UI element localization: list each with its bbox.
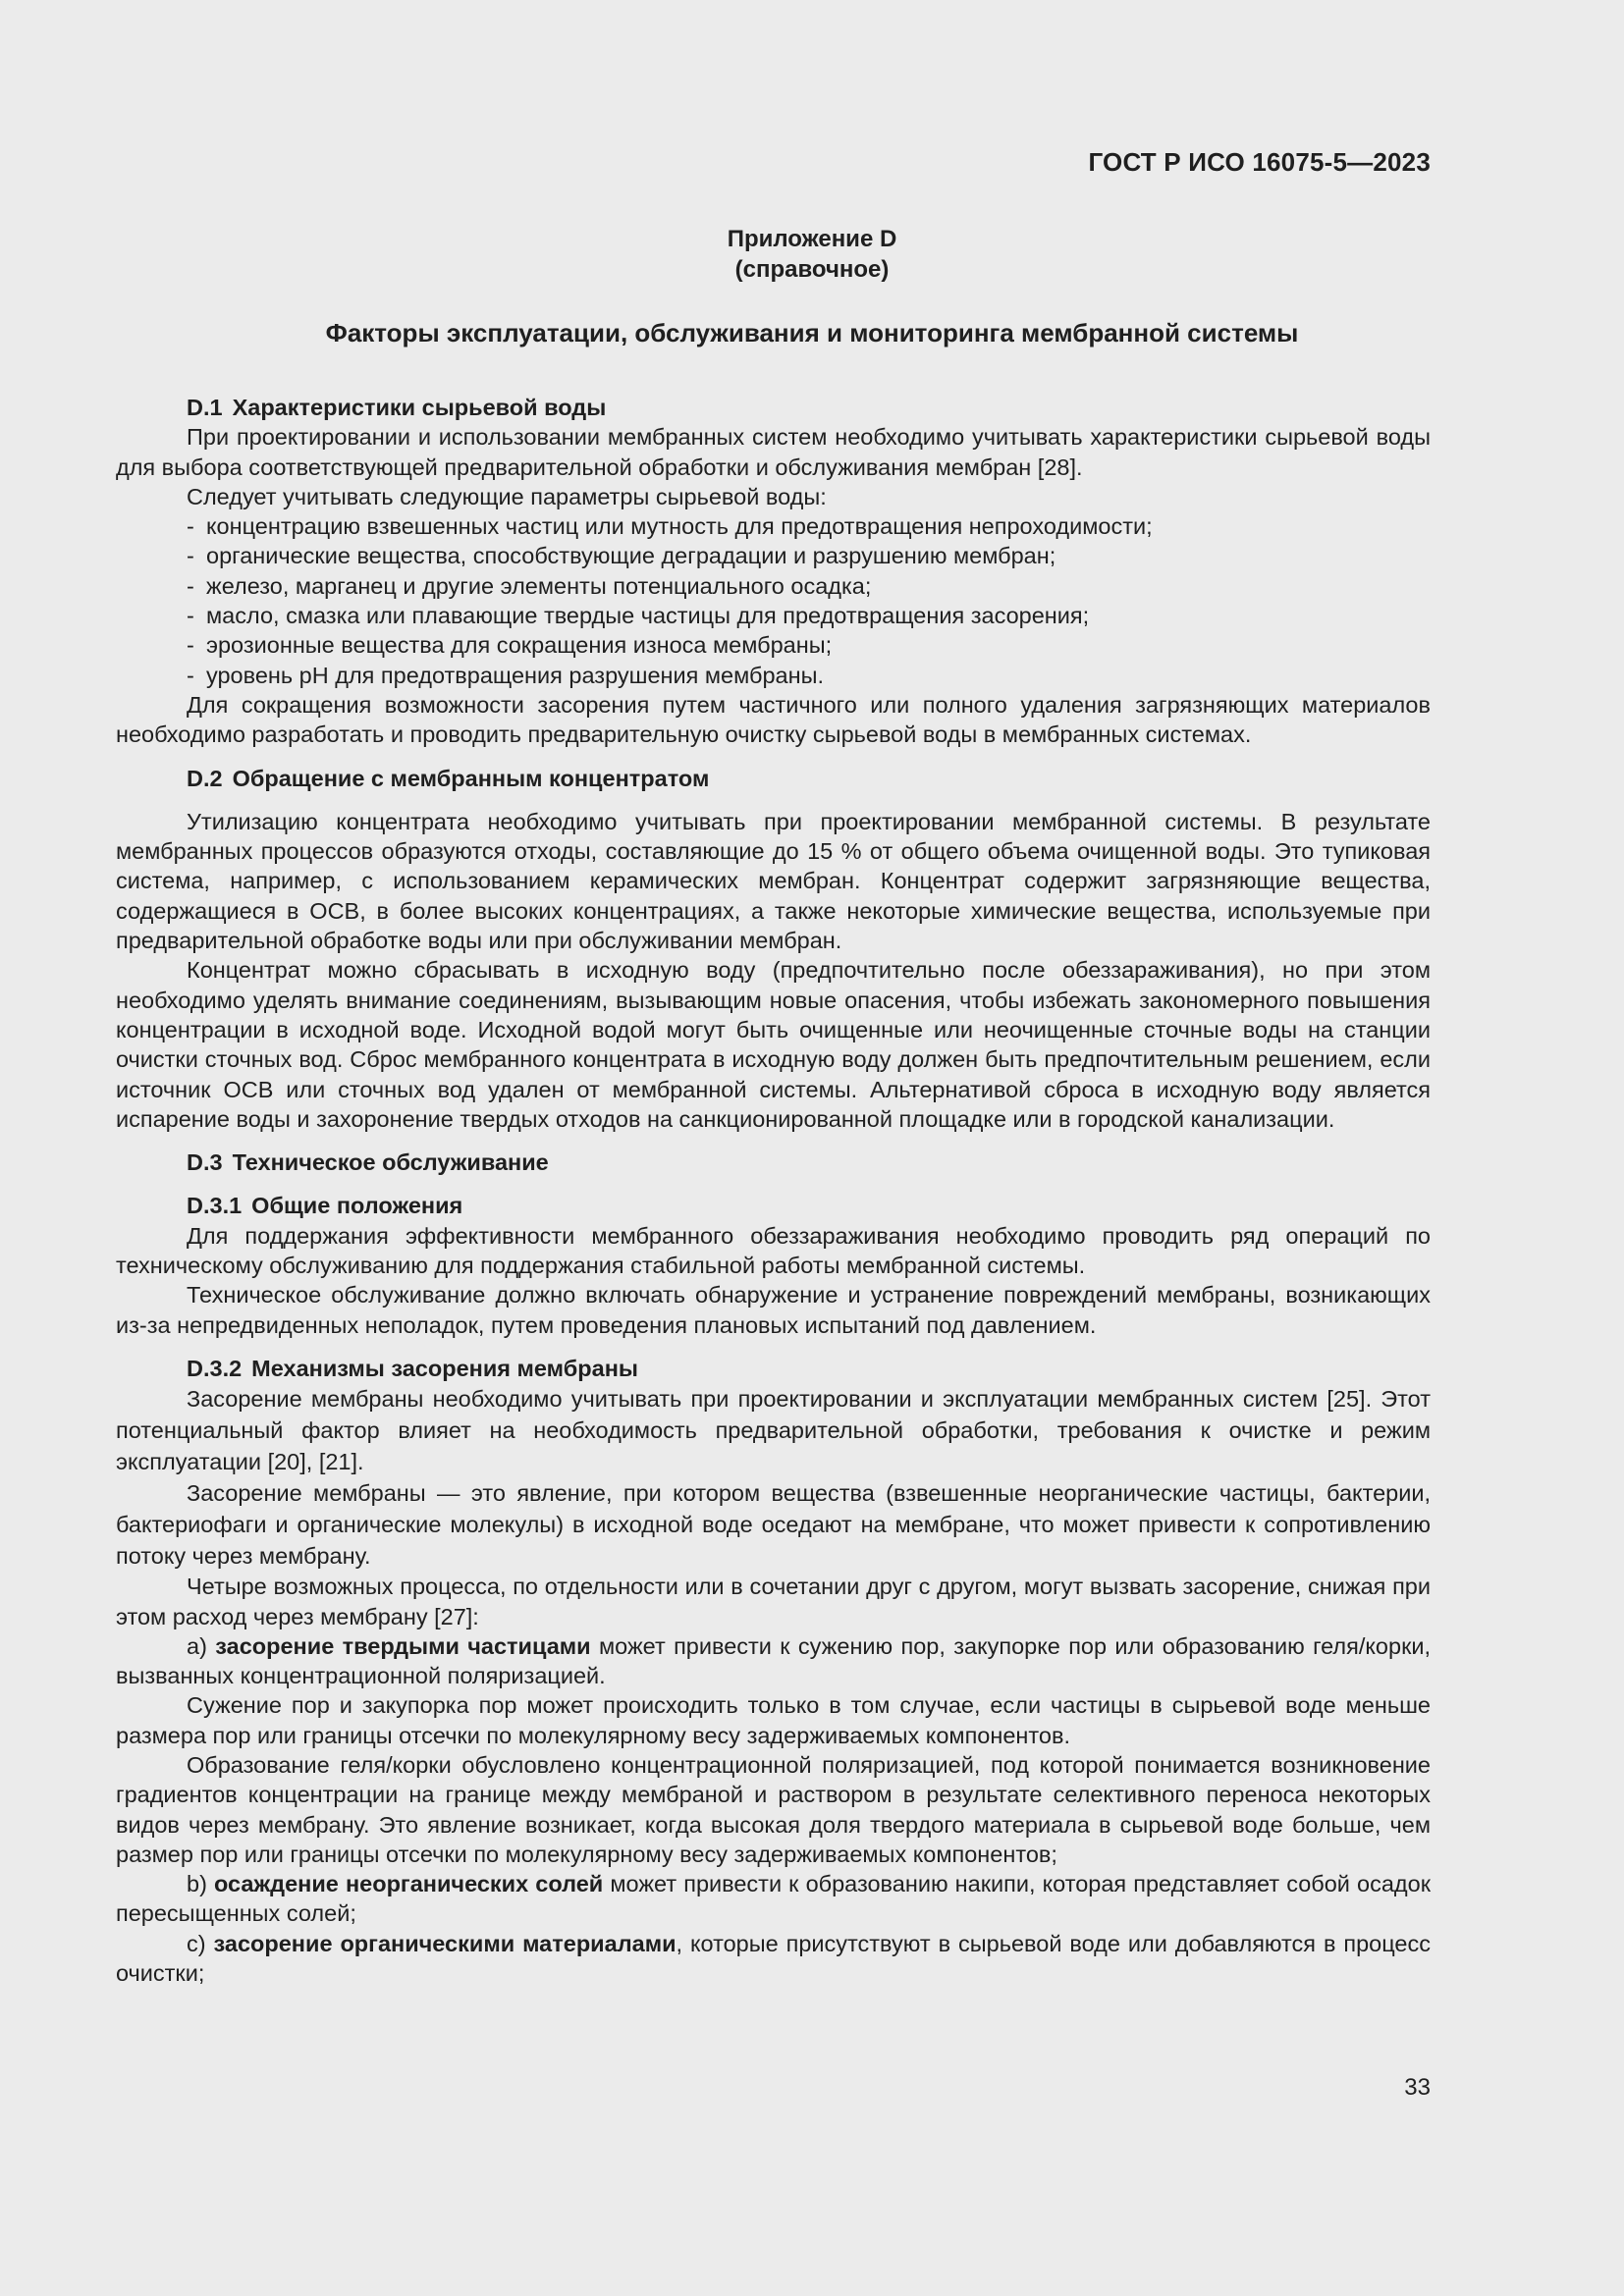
- list-item-c: c) засорение органическими материалами, которые присутствуют в сырьевой воде или добавляются в процесс очистки;: [116, 1930, 1431, 1987]
- annex-title: Факторы эксплуатации, обслуживания и мониторинга мембранной системы: [325, 318, 1299, 347]
- section-heading-d32: [116, 1354, 1431, 1383]
- section-heading-d31: [116, 1191, 1431, 1220]
- document-code: ГОСТ Р ИСО 16075-5—2023: [1088, 147, 1431, 177]
- paragraph: Засорение мембраны необходимо учитывать при проектировании и эксплуатации мембранных систем [25]. Этот потенциальный фактор влияет на необходимость предварительной обработки, требования к очистке и режим эксплуатации [20], [21].: [116, 1386, 1431, 1475]
- section-title: Техническое обслуживание: [232, 1149, 549, 1176]
- list-item-a: a) засорение твердыми частицами может привести к сужению пор, закупорке пор или образованию геля/корки, вызванных концентрационной поляризацией.: [116, 1632, 1432, 1689]
- paragraph: Концентрат можно сбрасывать в исходную воду (предпочтительно после обеззараживания), но при этом необходимо уделять внимание соединениям, вызывающим новые опасения, чтобы избежать закономерного повышения концентрации в исходной воде. Исходной водой могут быть очищенные или неочищенные сточные воды на станции очистки сточных вод. Сброс мембранного концентрата в исходную воду должен быть предпочтительным решением, если источник ОСВ или сточных вод удален от мембранной системы. Альтернативой сброса в исходную воду является испарение воды и захоронение твердых отходов на санкционированной площадке или в городской канализации.: [116, 957, 1431, 1132]
- section-number: D.3.2: [187, 1355, 243, 1381]
- list-item: - концентрацию взвешенных частиц или мутность для предотвращения непроходимости;: [187, 513, 1153, 540]
- paragraph: Утилизацию концентрата необходимо учитывать при проектировании мембранной системы. В результате мембранных процессов образуются отходы, составляющие до 15 % от общего объема очищенной воды. Это тупиковая система, например, с использованием керамических мембран. Концентрат содержит загрязняющие вещества, содержащиеся в ОСВ, в более высоких концентрациях, а также некоторые химические вещества, используемые при предварительной обработке воды или при обслуживании мембран.: [116, 808, 1431, 954]
- list-item: - эрозионные вещества для сокращения износа мембраны;: [187, 632, 833, 659]
- list-item: - уровень pH для предотвращения разрушения мембраны.: [187, 662, 825, 688]
- section-title: Общие положения: [251, 1193, 463, 1219]
- annex-heading: [0, 224, 1624, 285]
- list-item-b: b) осаждение неорганических солей может привести к образованию накипи, которая представляет собой осадок пересыщенных солей;: [116, 1871, 1431, 1927]
- page-number: 33: [1404, 2074, 1431, 2101]
- list-item: - масло, смазка или плавающие твердые частицы для предотвращения засорения;: [187, 603, 1090, 629]
- paragraph: Для сокращения возможности засорения путем частичного или полного удаления загрязняющих материалов необходимо разработать и проводить предварительную очистку сырьевой воды в мембранных системах.: [116, 691, 1431, 748]
- section-number: D.2: [187, 765, 223, 791]
- section-number: D.3: [187, 1149, 223, 1176]
- section-title: Обращение с мембранным концентратом: [232, 765, 710, 791]
- annex-type: (справочное): [734, 256, 890, 283]
- paragraph: Образование геля/корки обусловлено концентрационной поляризацией, под которой понимается возникновение градиентов концентрации на границе между мембраной и раствором в результате селективного переноса некоторых видов через мембрану. Это явление возникает, когда высокая доля твердого материала в сырьевой воде больше, чем размер пор или границы отсечки по молекулярному весу задерживаемых компонентов;: [116, 1751, 1431, 1867]
- paragraph: Для поддержания эффективности мембранного обеззараживания необходимо проводить ряд операций по техническому обслуживанию для поддержания стабильной работы мембранной системы.: [116, 1222, 1431, 1279]
- paragraph: Сужение пор и закупорка пор может происходить только в том случае, если частицы в сырьевой воде меньше размера пор или границы отсечки по молекулярному весу задерживаемых компонентов.: [116, 1692, 1431, 1748]
- section-heading-d3: [116, 1148, 1431, 1177]
- annex-label: Приложение D: [727, 226, 897, 252]
- list-item: - железо, марганец и другие элементы потенциального осадка;: [187, 572, 872, 599]
- section-heading-d1: [116, 393, 1431, 422]
- section-title: Механизмы засорения мембраны: [251, 1355, 638, 1381]
- paragraph: Засорение мембраны — это явление, при котором вещества (взвешенные неорганические частицы, бактерии, бактериофаги и органические молекулы) в исходной воде оседают на мембране, что может привести к сопротивлению потоку через мембрану.: [116, 1480, 1431, 1570]
- paragraph: Следует учитывать следующие параметры сырьевой воды:: [187, 483, 827, 509]
- list-item: - органические вещества, способствующие деградации и разрушению мембран;: [187, 543, 1056, 569]
- section-title: Характеристики сырьевой воды: [232, 395, 607, 420]
- paragraph: Четыре возможных процесса, по отдельности или в сочетании друг с другом, могут вызвать засорение, снижая при этом расход через мембрану [27]:: [116, 1574, 1431, 1629]
- paragraph: При проектировании и использовании мембранных систем необходимо учитывать характеристики сырьевой воды для выбора соответствующей предварительной обработки и обслуживания мембран [28].: [116, 424, 1431, 480]
- section-number: D.1: [187, 395, 223, 420]
- document-body: [116, 393, 1431, 1988]
- paragraph: Техническое обслуживание должно включать обнаружение и устранение повреждений мембраны, возникающих из-за непредвиденных неполадок, путем проведения плановых испытаний под давлением.: [116, 1282, 1431, 1338]
- parameter-list: [116, 511, 1431, 690]
- section-heading-d2: [116, 764, 1431, 793]
- section-number: D.3.1: [187, 1193, 243, 1219]
